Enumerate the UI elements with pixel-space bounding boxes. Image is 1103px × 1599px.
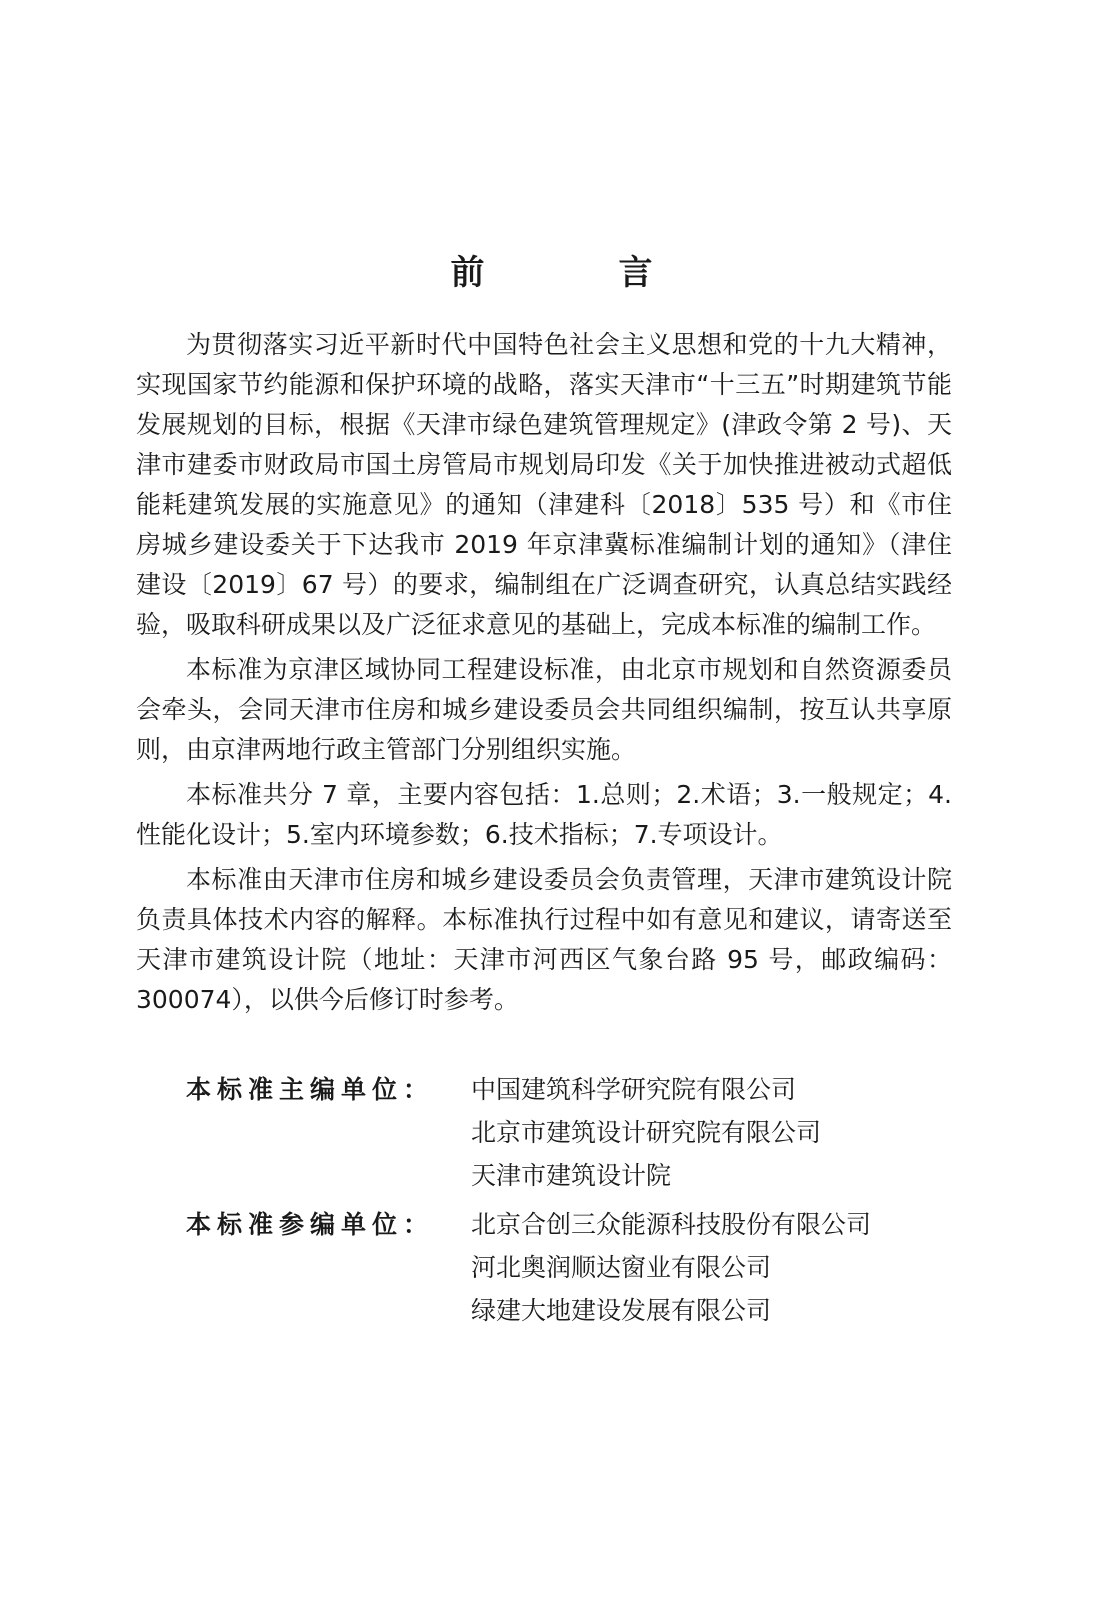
chief-units-row: [186, 1068, 986, 1197]
participating-units-row: [186, 1203, 986, 1332]
participating-units-block: [186, 1203, 986, 1332]
chief-units-label: 本标准主编单位：: [186, 1075, 435, 1104]
paragraph-purpose: 为贯彻落实习近平新时代中国特色社会主义思想和党的十九大精神，实现国家节约能源和保护环境的战略，落实天津市“十三五”时期建筑节能发展规划的目标，根据《天津市绿色建筑管理规定》(津政令第 2 号)、天津市建委市财政局市国土房管局市规划局印发《关于加快推进被动式超低能耗建筑发展的实施意见》的通知（津建科〔2018〕535 号）和《市住房城乡建设委关于下达我市 2019 年京津冀标准编制计划的通知》（津住建设〔2019〕67 号）的要求，编制组在广泛调查研究，认真总结实践经验，吸取科研成果以及广泛征求意见的基础上，完成本标准的编制工作。: [136, 330, 952, 639]
participating-units-label: 本标准参编单位：: [186, 1210, 435, 1239]
paragraph-management: 本标准由天津市住房和城乡建设委员会负责管理，天津市建筑设计院负责具体技术内容的解释。本标准执行过程中如有意见和建议，请寄送至天津市建筑设计院（地址：天津市河西区气象台路 95 号，邮政编码：300074），以供今后修订时参考。: [136, 865, 952, 1014]
page-title: 前 言: [450, 253, 703, 293]
preface-body: [136, 325, 952, 1025]
chief-unit-item: 中国建筑科学研究院有限公司: [471, 1075, 797, 1104]
paragraph-contents: 本标准共分 7 章，主要内容包括：1.总则；2.术语；3.一般规定；4.性能化设计；5.室内环境参数；6.技术指标；7.专项设计。: [136, 780, 952, 849]
paragraph-cooperation: 本标准为京津区域协同工程建设标准，由北京市规划和自然资源委员会牵头，会同天津市住房和城乡建设委员会共同组织编制，按互认共享原则，由京津两地行政主管部门分别组织实施。: [136, 655, 952, 764]
participating-unit-item: 绿建大地建设发展有限公司: [471, 1296, 772, 1325]
participating-units-list: [471, 1203, 871, 1332]
chief-units-block: [186, 1068, 986, 1197]
chief-unit-item: 天津市建筑设计院: [471, 1161, 672, 1190]
chief-unit-item: 北京市建筑设计研究院有限公司: [471, 1118, 822, 1147]
chief-units-list: [471, 1068, 821, 1197]
participating-unit-item: 河北奥润顺达窗业有限公司: [471, 1253, 772, 1282]
participating-unit-item: 北京合创三众能源科技股份有限公司: [471, 1210, 872, 1239]
